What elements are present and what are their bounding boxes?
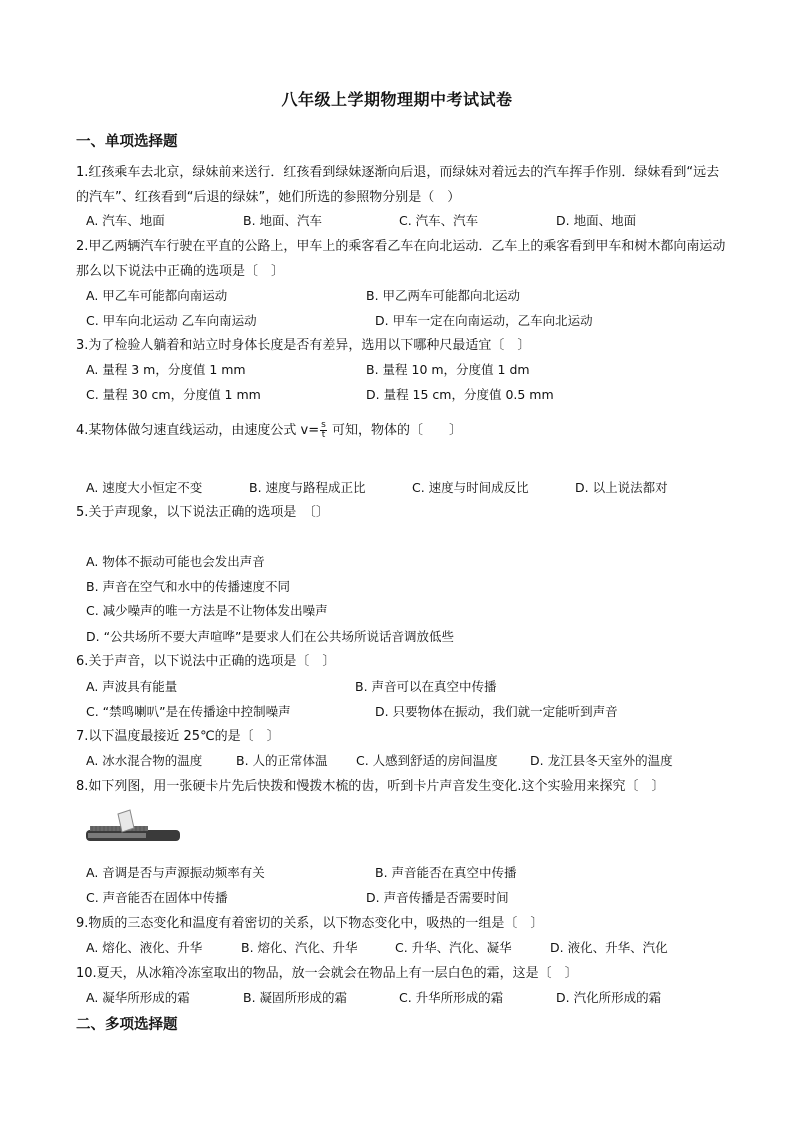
option-d[interactable]: D. 汽化所形成的霜: [556, 990, 662, 1005]
comb-card-figure: [84, 806, 184, 852]
question-4-stem: [76, 418, 726, 443]
question-9-stem: 9.物质的三态变化和温度有着密切的关系，以下物态变化中，吸热的一组是〔 〕: [76, 916, 544, 931]
option-a[interactable]: A. 凝华所形成的霜: [86, 990, 190, 1005]
option-b[interactable]: B. 熔化、汽化、升华: [241, 940, 358, 955]
question-3-stem: 3.为了检验人躺着和站立时身体长度是否有差异，选用以下哪种尺最适宜〔 〕: [76, 338, 531, 353]
option-d[interactable]: D. 地面、地面: [556, 213, 637, 228]
option-b[interactable]: B. 速度与路程成正比: [249, 480, 366, 495]
question-6-stem: 6.关于声音，以下说法中正确的选项是〔 〕: [76, 654, 336, 669]
option-c[interactable]: C. 汽车、汽车: [399, 213, 479, 228]
option-c[interactable]: C. 升华所形成的霜: [399, 990, 504, 1005]
option-d[interactable]: D. 以上说法都对: [575, 480, 668, 495]
option-c[interactable]: C. 甲车向北运动 乙车向南运动: [86, 313, 257, 328]
page-title: 八年级上学期物理期中考试试卷: [281, 90, 513, 109]
section-heading-single-choice: 一、单项选择题: [76, 134, 178, 150]
option-c[interactable]: C. 减少噪声的唯一方法是不让物体发出噪声: [86, 603, 328, 618]
option-d[interactable]: D. “公共场所不要大声喧哗”是要求人们在公共场所说话音调放低些: [86, 629, 455, 644]
question-4-stem-before: 4.某物体做匀速直线运动，由速度公式 v=: [76, 423, 320, 438]
option-c[interactable]: C. “禁鸣喇叭”是在传播途中控制噪声: [86, 704, 291, 719]
formula-denominator: t: [321, 430, 326, 440]
option-d[interactable]: D. 声音传播是否需要时间: [366, 890, 509, 905]
question-1-stem: 1.红孩乘车去北京，绿妹前来送行．红孩看到绿妹逐渐向后退，而绿妹对着远去的汽车挥手作别．绿妹看到“远去的汽车”、红孩看到“后退的绿妹”，她们所选的参照物分别是（ ）: [76, 165, 720, 205]
option-b[interactable]: B. 甲乙两车可能都向北运动: [366, 288, 521, 303]
velocity-formula-fraction: [320, 421, 327, 440]
option-a[interactable]: A. 量程 3 m，分度值 1 mm: [86, 362, 246, 377]
option-d[interactable]: D. 龙江县冬天室外的温度: [530, 753, 673, 768]
option-c[interactable]: C. 人感到舒适的房间温度: [356, 753, 498, 768]
option-c[interactable]: C. 量程 30 cm，分度值 1 mm: [86, 387, 261, 402]
option-a[interactable]: A. 音调是否与声源振动频率有关: [86, 865, 265, 880]
question-7-stem: 7.以下温度最接近 25℃的是〔 〕: [76, 729, 280, 744]
option-b[interactable]: B. 凝固所形成的霜: [243, 990, 348, 1005]
question-10-stem: 10.夏天，从冰箱冷冻室取出的物品，放一会就会在物品上有一层白色的霜，这是〔 〕: [76, 966, 578, 981]
option-a[interactable]: A. 汽车、地面: [86, 213, 165, 228]
option-c[interactable]: C. 升华、汽化、凝华: [395, 940, 512, 955]
option-d[interactable]: D. 量程 15 cm，分度值 0.5 mm: [366, 387, 554, 402]
question-2-stem: 2.甲乙两辆汽车行驶在平直的公路上，甲车上的乘客看乙车在向北运动．乙车上的乘客看到甲车和树木都向南运动那么以下说法中正确的选项是〔 〕: [76, 239, 726, 279]
option-b[interactable]: B. 量程 10 m，分度值 1 dm: [366, 362, 530, 377]
option-b[interactable]: B. 声音能否在真空中传播: [375, 865, 517, 880]
option-a[interactable]: A. 声波具有能量: [86, 679, 178, 694]
formula-numerator: s: [321, 420, 326, 430]
option-b[interactable]: B. 声音在空气和水中的传播速度不同: [86, 579, 291, 594]
question-5-stem: 5.关于声现象，以下说法正确的选项是 〔〕: [76, 505, 329, 520]
option-d[interactable]: D. 甲车一定在向南运动，乙车向北运动: [375, 313, 593, 328]
option-a[interactable]: A. 物体不振动可能也会发出声音: [86, 554, 265, 569]
option-b[interactable]: B. 声音可以在真空中传播: [355, 679, 497, 694]
option-d[interactable]: D. 液化、升华、汽化: [550, 940, 668, 955]
option-a[interactable]: A. 熔化、液化、升华: [86, 940, 203, 955]
option-c[interactable]: C. 声音能否在固体中传播: [86, 890, 228, 905]
question-8-stem: 8.如下列图，用一张硬卡片先后快拨和慢拨木梳的齿，听到卡片声音发生变化.这个实验用来探究〔 〕: [76, 779, 665, 794]
option-a[interactable]: A. 速度大小恒定不变: [86, 480, 203, 495]
option-d[interactable]: D. 只要物体在振动，我们就一定能听到声音: [375, 704, 618, 719]
option-a[interactable]: A. 冰水混合物的温度: [86, 753, 203, 768]
question-4-stem-after: 可知，物体的〔 〕: [327, 423, 462, 438]
option-b[interactable]: B. 地面、汽车: [243, 213, 323, 228]
option-a[interactable]: A. 甲乙车可能都向南运动: [86, 288, 228, 303]
option-b[interactable]: B. 人的正常体温: [236, 753, 328, 768]
option-c[interactable]: C. 速度与时间成反比: [412, 480, 529, 495]
section-heading-multi-choice: 二、多项选择题: [76, 1017, 178, 1033]
